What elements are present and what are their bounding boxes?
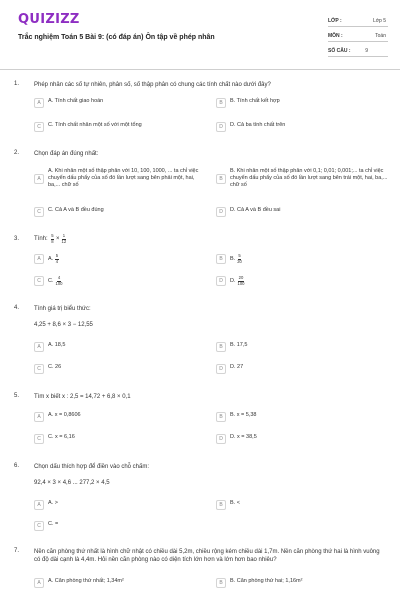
option-letter: A xyxy=(34,412,44,422)
option-a[interactable] xyxy=(34,500,204,510)
question-text: Phép nhân các số tự nhiên, phân số, số thập phân có chung các tính chất nào dưới đây? xyxy=(34,82,271,88)
option-text: A. 18,5 xyxy=(48,342,66,348)
question-expression: 4,25 + 8,6 × 3 − 12,55 xyxy=(34,322,93,328)
option-letter: B xyxy=(216,578,226,588)
option-text: B. < xyxy=(230,500,240,506)
option-a[interactable] xyxy=(34,578,206,588)
meta-label: SỐ CÂU : xyxy=(328,48,351,54)
option-prefix: D. xyxy=(230,277,236,284)
option-letter: D xyxy=(216,276,226,286)
option-letter: C xyxy=(34,364,44,374)
option-b[interactable] xyxy=(216,578,388,588)
meta-value: Lớp 5 xyxy=(372,18,386,24)
option-text: A. Tính chất giao hoán xyxy=(48,98,104,104)
fraction: $\frac{1}{12}$ xyxy=(61,233,67,244)
option-c[interactable] xyxy=(34,364,204,374)
option-b[interactable] xyxy=(216,254,243,264)
option-letter: B xyxy=(216,98,226,108)
option-text: B. Khi nhân một số thập phân với 0,1; 0,01; 0,001;... ta chỉ việc chuyển dấu phẩy của số đó lần lượt sang bên trái một, hai, ba,... chữ số xyxy=(230,168,388,188)
option-text: B. x = 5,38 xyxy=(230,412,257,418)
option-text: C. Cả A và B đều đúng xyxy=(48,207,104,213)
option-letter: D xyxy=(216,434,226,444)
question-text: Nền căn phòng thứ nhất là hình chữ nhật có chiều dài 5,2m, chiều rộng kém chiều dài 1,7m. Nền căn phòng thứ hai là hình vuông có độ dài cạnh là 4,4m. Hỏi nền căn phòng nào có diện tích lớn hơn và lớn hơn bao nhiêu? xyxy=(34,549,380,563)
question-text: Tìm x biết x : 2,5 = 14,72 + 6,8 × 0,1 xyxy=(34,394,131,400)
question-expression: 92,4 × 3 × 4,6 ... 277,2 × 4,5 xyxy=(34,480,110,486)
option-letter: A xyxy=(34,342,44,352)
option-text: C. x = 6,16 xyxy=(48,434,75,440)
option-letter: C xyxy=(34,122,44,132)
option-letter: A xyxy=(34,98,44,108)
option-a[interactable] xyxy=(34,342,204,352)
question-label: Tính: xyxy=(34,236,48,242)
option-d[interactable] xyxy=(216,122,386,132)
option-letter: A xyxy=(34,578,44,588)
document-header xyxy=(0,0,400,70)
option-b[interactable] xyxy=(216,412,386,422)
option-letter: D xyxy=(216,364,226,374)
option-b[interactable] xyxy=(216,342,386,352)
option-letter: D xyxy=(216,122,226,132)
meta-label: MÔN : xyxy=(328,33,343,39)
option-d[interactable] xyxy=(216,276,246,286)
meta-row-grade xyxy=(328,12,388,27)
option-prefix: A. xyxy=(48,255,54,262)
option-d[interactable] xyxy=(216,207,386,217)
option-letter: C xyxy=(34,434,44,444)
question-number: 7. xyxy=(14,548,20,554)
option-c[interactable] xyxy=(34,276,64,286)
meta-row-subject xyxy=(328,27,388,42)
question-number: 2. xyxy=(14,150,20,156)
option-text: A. > xyxy=(48,500,58,506)
option-a[interactable] xyxy=(34,168,206,189)
option-a[interactable] xyxy=(34,412,204,422)
option-text: C. Tính chất nhân một số với một tổng xyxy=(48,122,142,128)
option-text: A. x = 0,8606 xyxy=(48,412,81,418)
option-letter: C xyxy=(34,521,44,531)
option-text: A. Căn phòng thứ nhất; 1,34m² xyxy=(48,578,124,584)
fraction: $\frac{4}{100}$ xyxy=(55,275,63,286)
meta-value: Toán xyxy=(375,33,386,39)
option-letter: B xyxy=(216,412,226,422)
option-b[interactable] xyxy=(216,500,386,510)
quizizz-logo: QUIZIZZ xyxy=(18,12,80,27)
option-d[interactable] xyxy=(216,364,386,374)
option-text: B. Căn phòng thứ hai; 1,16m² xyxy=(230,578,303,584)
option-letter: B xyxy=(216,174,226,184)
question-text: Chọn dấu thích hợp để điền vào chỗ chấm: xyxy=(34,464,150,470)
option-text: C. 26 xyxy=(48,364,62,370)
option-letter: A xyxy=(34,500,44,510)
option-letter: D xyxy=(216,207,226,217)
option-d[interactable] xyxy=(216,434,386,444)
meta-value: 9 xyxy=(365,48,368,54)
option-c[interactable] xyxy=(34,122,204,132)
question-text: Tính giá trị biểu thức: xyxy=(34,306,91,312)
option-a[interactable] xyxy=(34,254,60,264)
fraction: $\frac{5}{20}$ xyxy=(237,253,242,264)
meta-box xyxy=(328,12,388,57)
fraction: $\frac{5}{8}$ xyxy=(51,233,54,244)
option-text: D. Cả A và B đều sai xyxy=(230,207,281,213)
option-text: C. = xyxy=(48,521,59,527)
option-text: B. Tính chất kết hợp xyxy=(230,98,280,104)
document-title: Trắc nghiệm Toán 5 Bài 9: (có đáp án) Ôn tập về phép nhân xyxy=(18,34,215,41)
option-letter: A xyxy=(34,174,44,184)
option-prefix: B. xyxy=(230,255,236,262)
question-text xyxy=(34,234,67,244)
fraction: $\frac{5}{4}$ xyxy=(55,253,59,264)
option-c[interactable] xyxy=(34,434,204,444)
question-number: 4. xyxy=(14,305,20,311)
option-letter: B xyxy=(216,254,226,264)
question-number: 6. xyxy=(14,463,20,469)
option-c[interactable] xyxy=(34,207,204,217)
option-letter: C xyxy=(34,276,44,286)
option-b[interactable] xyxy=(216,98,386,108)
option-letter: A xyxy=(34,254,44,264)
option-letter: B xyxy=(216,342,226,352)
option-text: D. Cả ba tính chất trên xyxy=(230,122,286,128)
option-text: D. x = 38,5 xyxy=(230,434,257,440)
question-text: Chọn đáp án đúng nhất: xyxy=(34,151,99,157)
option-letter: C xyxy=(34,207,44,217)
option-text: B. 17,5 xyxy=(230,342,248,348)
meta-row-count xyxy=(328,42,388,57)
meta-label: LỚP : xyxy=(328,18,342,24)
question-number: 5. xyxy=(14,393,20,399)
option-text: D. 27 xyxy=(230,364,244,370)
option-a[interactable] xyxy=(34,98,204,108)
operator: × xyxy=(56,236,60,242)
question-number: 1. xyxy=(14,81,20,87)
option-b[interactable] xyxy=(216,168,388,189)
option-text: A. Khi nhân một số thập phân với 10, 100, 1000, ... ta chỉ việc chuyển dấu phẩy của số đó lần lượt sang bên phải một, hai, ba,... chữ số xyxy=(48,168,199,188)
option-letter: B xyxy=(216,500,226,510)
question-number: 3. xyxy=(14,236,20,242)
option-prefix: C. xyxy=(48,277,54,284)
option-c[interactable] xyxy=(34,521,204,531)
fraction: $\frac{20}{100}$ xyxy=(237,275,245,286)
